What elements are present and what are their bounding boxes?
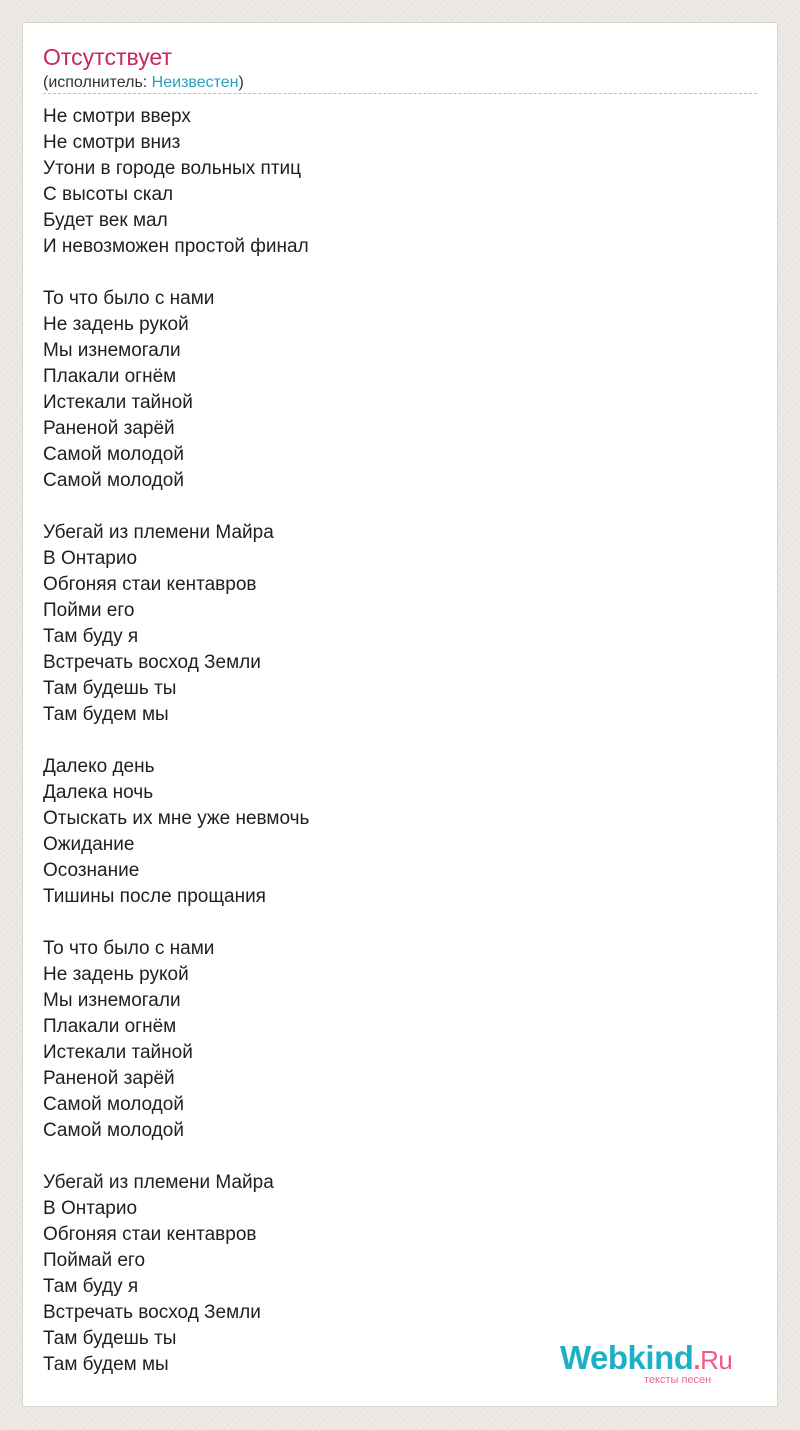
lyrics-stanza <box>43 104 743 260</box>
lyric-line: Раненой зарёй <box>43 418 175 439</box>
lyric-line: Встречать восход Земли <box>43 652 261 673</box>
lyric-line: Самой молодой <box>43 1094 184 1115</box>
lyric-line: Осознание <box>43 860 140 881</box>
lyric-line: Мы изнемогали <box>43 990 181 1011</box>
lyric-line: Не задень рукой <box>43 314 189 335</box>
lyric-line: Далека ночь <box>43 782 154 803</box>
lyric-line: Плакали огнём <box>43 1016 177 1037</box>
logo-tagline: тексты песен <box>644 1374 712 1386</box>
lyric-line: Встречать восход Земли <box>43 1302 261 1323</box>
lyric-line: В Онтарио <box>43 1198 138 1219</box>
lyric-line: Там буду я <box>43 1276 139 1297</box>
lyric-line: Убегай из племени Майра <box>43 522 274 543</box>
lyric-line: С высоты скал <box>43 184 174 205</box>
lyric-line: Далеко день <box>43 756 155 777</box>
site-logo[interactable] <box>560 1340 760 1384</box>
lyric-line: Отыскать их мне уже невмочь <box>43 808 310 829</box>
artist-link[interactable]: Неизвестен <box>151 74 239 91</box>
lyric-line: В Онтарио <box>43 548 138 569</box>
title-divider <box>43 93 757 94</box>
lyric-line: Поймай его <box>43 1250 146 1271</box>
lyric-line: Самой молодой <box>43 444 184 465</box>
lyric-line: Обгоняя стаи кентавров <box>43 574 257 595</box>
lyric-line: Раненой зарёй <box>43 1068 175 1089</box>
lyric-line: Истекали тайной <box>43 1042 193 1063</box>
lyrics-stanza <box>43 754 743 910</box>
lyric-line: Обгоняя стаи кентавров <box>43 1224 257 1245</box>
lyric-line: Не смотри вниз <box>43 132 181 153</box>
song-title: Отсутствует <box>43 44 172 70</box>
lyric-line: Самой молодой <box>43 470 184 491</box>
lyric-line: Там будешь ты <box>43 1328 177 1349</box>
lyric-line: То что было с нами <box>43 288 215 309</box>
lyrics-text <box>43 104 743 1404</box>
artist-suffix: ) <box>238 74 244 91</box>
lyric-line: Там буду я <box>43 626 139 647</box>
artist-prefix: (исполнитель: <box>43 74 152 91</box>
lyric-line: Там будем мы <box>43 1354 169 1375</box>
logo-name: Webkind <box>560 1339 694 1376</box>
lyric-line: И невозможен простой финал <box>43 236 309 257</box>
lyric-line: Пойми его <box>43 600 135 621</box>
artist-line <box>43 73 244 93</box>
lyric-line: Самой молодой <box>43 1120 184 1141</box>
logo-wordmark <box>560 1340 732 1378</box>
lyric-line: Истекали тайной <box>43 392 193 413</box>
lyric-line: Будет век мал <box>43 210 168 231</box>
lyrics-stanza <box>43 286 743 494</box>
lyric-line: Там будем мы <box>43 704 169 725</box>
logo-tld: Ru <box>700 1345 733 1375</box>
lyrics-stanza <box>43 936 743 1144</box>
lyric-line: Не смотри вверх <box>43 106 191 127</box>
lyric-line: Не задень рукой <box>43 964 189 985</box>
lyrics-card <box>22 22 778 1407</box>
logo-dot: . <box>693 1345 701 1375</box>
lyric-line: Тишины после прощания <box>43 886 266 907</box>
lyric-line: Утони в городе вольных птиц <box>43 158 302 179</box>
lyric-line: То что было с нами <box>43 938 215 959</box>
lyric-line: Там будешь ты <box>43 678 177 699</box>
lyric-line: Плакали огнём <box>43 366 177 387</box>
lyric-line: Ожидание <box>43 834 135 855</box>
lyrics-stanza <box>43 520 743 728</box>
lyric-line: Убегай из племени Майра <box>43 1172 274 1193</box>
lyric-line: Мы изнемогали <box>43 340 181 361</box>
